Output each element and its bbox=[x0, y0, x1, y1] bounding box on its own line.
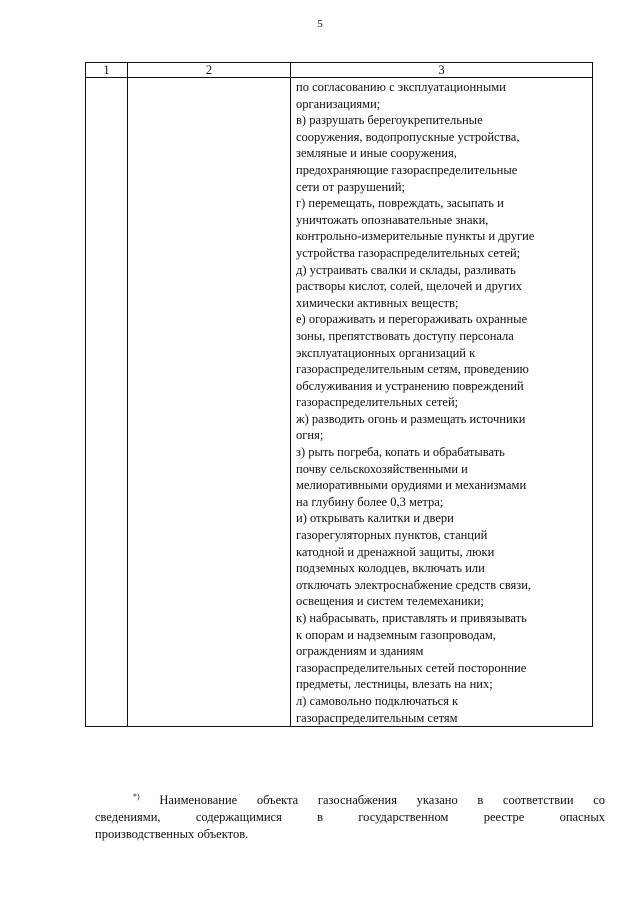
text-line: почву сельскохозяйственными и bbox=[296, 461, 468, 476]
text-line: е) огораживать и перегораживать охранные bbox=[296, 312, 528, 327]
requirements-table bbox=[85, 62, 593, 727]
text-line: на глубину более 0,3 метра; bbox=[296, 494, 444, 509]
text-line: контрольно-измерительные пункты и другие bbox=[296, 229, 535, 244]
footnote bbox=[95, 788, 605, 843]
text-line: земляные и иные сооружения, bbox=[296, 146, 457, 161]
text-line: л) самовольно подключаться к bbox=[296, 693, 459, 708]
text-line: освещения и систем телемеханики; bbox=[296, 594, 484, 609]
footnote-line-3: производственных объектов. bbox=[95, 827, 249, 842]
column-header-1: 1 bbox=[86, 63, 128, 78]
text-line: мелиоративными орудиями и механизмами bbox=[296, 478, 527, 493]
text-line: ж) разводить огонь и размещать источники bbox=[296, 411, 526, 426]
text-line: устройства газораспределительных сетей; bbox=[296, 245, 521, 260]
text-line: газораспределительным сетям bbox=[296, 710, 458, 725]
text-line: уничтожать опознавательные знаки, bbox=[296, 212, 489, 227]
text-line: ограждениям и зданиям bbox=[296, 644, 424, 659]
text-line: растворы кислот, солей, щелочей и других bbox=[296, 279, 522, 294]
text-line: к опорам и надземным газопроводам, bbox=[296, 627, 496, 642]
cell-col2 bbox=[128, 78, 291, 727]
text-line: эксплуатационных организаций к bbox=[296, 345, 476, 360]
footnote-line-1 bbox=[95, 788, 605, 809]
footnote-text-1: Наименование объекта газоснабжения указано в соответствии со bbox=[159, 793, 606, 808]
text-line: сети от разрушений; bbox=[296, 179, 405, 194]
text-line: огня; bbox=[296, 428, 324, 443]
prohibitions-text bbox=[291, 78, 592, 726]
footnote-marker: *) bbox=[133, 792, 140, 801]
text-line: предметы, лестницы, влезать на них; bbox=[296, 677, 493, 692]
text-line: газораспределительных сетей; bbox=[296, 395, 459, 410]
cell-col3 bbox=[291, 78, 593, 727]
text-line: д) устраивать свалки и склады, разливать bbox=[296, 262, 516, 277]
text-line: предохраняющие газораспределительные bbox=[296, 162, 518, 177]
text-line: зоны, препятствовать доступу персонала bbox=[296, 328, 514, 343]
column-header-3: 3 bbox=[291, 63, 593, 78]
text-line: г) перемещать, повреждать, засыпать и bbox=[296, 196, 504, 211]
text-line: и) открывать калитки и двери bbox=[296, 511, 454, 526]
text-line: газорегуляторных пунктов, станций bbox=[296, 528, 488, 543]
text-line: химически активных веществ; bbox=[296, 295, 459, 310]
table-header-row bbox=[86, 63, 593, 78]
text-line: в) разрушать берегоукрепительные bbox=[296, 113, 483, 128]
text-line: организациями; bbox=[296, 96, 381, 111]
column-header-2: 2 bbox=[128, 63, 291, 78]
text-line: отключать электроснабжение средств связи, bbox=[296, 577, 532, 592]
page-number: 5 bbox=[317, 18, 323, 30]
text-line: по согласованию с эксплуатационными bbox=[296, 80, 506, 94]
text-line: подземных колодцев, включать или bbox=[296, 561, 485, 576]
text-line: газораспределительных сетей посторонние bbox=[296, 660, 527, 675]
cell-col1 bbox=[86, 78, 128, 727]
table-row bbox=[86, 78, 593, 727]
text-line: сооружения, водопропускные устройства, bbox=[296, 129, 520, 144]
text-line: з) рыть погреба, копать и обрабатывать bbox=[296, 445, 505, 460]
text-line: катодной и дренажной защиты, люки bbox=[296, 544, 495, 559]
footnote-line-2: сведениями, содержащимися в государственном реестре опасных bbox=[95, 810, 605, 825]
text-line: газораспределительным сетям, проведению bbox=[296, 362, 529, 377]
text-line: к) набрасывать, приставлять и привязывать bbox=[296, 611, 527, 625]
text-line: обслуживания и устранению повреждений bbox=[296, 378, 524, 393]
